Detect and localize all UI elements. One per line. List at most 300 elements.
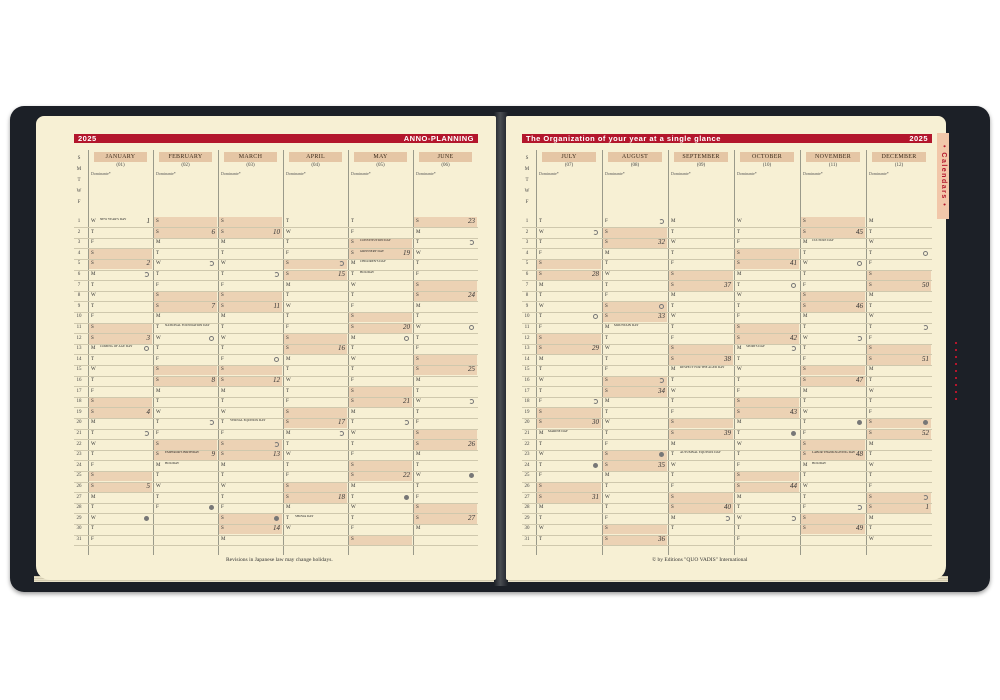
- day-cell[interactable]: [735, 418, 799, 428]
- day-cell[interactable]: [867, 312, 931, 322]
- day-cell[interactable]: [669, 312, 733, 322]
- day-cell[interactable]: [284, 493, 347, 503]
- day-cell[interactable]: [219, 270, 282, 280]
- day-cell[interactable]: [219, 355, 282, 365]
- day-cell[interactable]: [537, 493, 601, 503]
- day-cell[interactable]: [349, 524, 412, 534]
- day-cell[interactable]: [669, 323, 733, 333]
- day-cell[interactable]: [414, 355, 477, 365]
- day-cell[interactable]: [603, 514, 667, 524]
- day-cell[interactable]: [284, 440, 347, 450]
- day-cell[interactable]: [414, 312, 477, 322]
- day-cell[interactable]: [414, 461, 477, 471]
- day-cell[interactable]: [867, 228, 931, 238]
- day-cell[interactable]: [669, 281, 733, 291]
- day-cell[interactable]: [801, 302, 865, 312]
- day-cell[interactable]: [735, 291, 799, 301]
- day-cell[interactable]: [414, 228, 477, 238]
- day-cell[interactable]: [349, 323, 412, 333]
- day-cell[interactable]: [414, 270, 477, 280]
- day-cell[interactable]: [867, 514, 931, 524]
- day-cell[interactable]: [603, 387, 667, 397]
- day-cell[interactable]: [735, 270, 799, 280]
- day-cell[interactable]: [669, 259, 733, 269]
- day-cell[interactable]: [219, 535, 282, 545]
- day-cell[interactable]: [537, 365, 601, 375]
- day-cell[interactable]: [219, 302, 282, 312]
- day-cell[interactable]: [414, 323, 477, 333]
- day-cell[interactable]: [537, 387, 601, 397]
- day-cell[interactable]: [867, 482, 931, 492]
- day-cell[interactable]: [154, 238, 217, 248]
- day-cell[interactable]: [537, 397, 601, 407]
- day-cell[interactable]: [349, 249, 412, 259]
- day-cell[interactable]: [669, 429, 733, 439]
- day-cell[interactable]: [735, 503, 799, 513]
- day-cell[interactable]: [537, 376, 601, 386]
- day-cell[interactable]: [89, 217, 152, 227]
- day-cell[interactable]: [603, 312, 667, 322]
- day-cell[interactable]: [867, 259, 931, 269]
- day-cell[interactable]: [349, 302, 412, 312]
- day-cell[interactable]: [669, 365, 733, 375]
- day-cell[interactable]: [603, 461, 667, 471]
- day-cell[interactable]: [414, 418, 477, 428]
- day-cell[interactable]: [735, 408, 799, 418]
- day-cell[interactable]: [603, 291, 667, 301]
- day-cell[interactable]: [669, 493, 733, 503]
- day-cell[interactable]: [735, 376, 799, 386]
- day-cell[interactable]: [154, 217, 217, 227]
- day-cell[interactable]: [537, 217, 601, 227]
- day-cell[interactable]: [801, 387, 865, 397]
- day-cell[interactable]: [537, 418, 601, 428]
- day-cell[interactable]: [867, 334, 931, 344]
- day-cell[interactable]: [284, 312, 347, 322]
- day-cell[interactable]: [414, 503, 477, 513]
- day-cell[interactable]: [89, 450, 152, 460]
- calendars-tab[interactable]: • Calendars •: [937, 133, 949, 219]
- day-cell[interactable]: [349, 217, 412, 227]
- day-cell[interactable]: [219, 323, 282, 333]
- day-cell[interactable]: [735, 493, 799, 503]
- day-cell[interactable]: [735, 281, 799, 291]
- day-cell[interactable]: [89, 397, 152, 407]
- day-cell[interactable]: [154, 228, 217, 238]
- day-cell[interactable]: [801, 259, 865, 269]
- day-cell[interactable]: [537, 334, 601, 344]
- day-cell[interactable]: [284, 418, 347, 428]
- day-cell[interactable]: [537, 249, 601, 259]
- day-cell[interactable]: [349, 493, 412, 503]
- day-cell[interactable]: [669, 397, 733, 407]
- day-cell[interactable]: [219, 482, 282, 492]
- day-cell[interactable]: [89, 228, 152, 238]
- day-cell[interactable]: [669, 524, 733, 534]
- day-cell[interactable]: [867, 249, 931, 259]
- day-cell[interactable]: [219, 429, 282, 439]
- day-cell[interactable]: [669, 387, 733, 397]
- day-cell[interactable]: [154, 408, 217, 418]
- day-cell[interactable]: [867, 217, 931, 227]
- day-cell[interactable]: [603, 238, 667, 248]
- day-cell[interactable]: [349, 408, 412, 418]
- day-cell[interactable]: [603, 493, 667, 503]
- day-cell[interactable]: [349, 355, 412, 365]
- day-cell[interactable]: [735, 228, 799, 238]
- day-cell[interactable]: [801, 365, 865, 375]
- day-cell[interactable]: [219, 238, 282, 248]
- day-cell[interactable]: [89, 418, 152, 428]
- day-cell[interactable]: [537, 344, 601, 354]
- day-cell[interactable]: [603, 376, 667, 386]
- day-cell[interactable]: [284, 344, 347, 354]
- day-cell[interactable]: [867, 397, 931, 407]
- day-cell[interactable]: [735, 514, 799, 524]
- day-cell[interactable]: [284, 228, 347, 238]
- day-cell[interactable]: [154, 482, 217, 492]
- day-cell[interactable]: [735, 387, 799, 397]
- day-cell[interactable]: [414, 408, 477, 418]
- day-cell[interactable]: [801, 355, 865, 365]
- day-cell[interactable]: [735, 482, 799, 492]
- day-cell[interactable]: [89, 281, 152, 291]
- day-cell[interactable]: [89, 503, 152, 513]
- day-cell[interactable]: [284, 461, 347, 471]
- day-cell[interactable]: [349, 429, 412, 439]
- day-cell[interactable]: [284, 323, 347, 333]
- day-cell[interactable]: [284, 514, 347, 524]
- day-cell[interactable]: [537, 524, 601, 534]
- day-cell[interactable]: [669, 376, 733, 386]
- day-cell[interactable]: [349, 344, 412, 354]
- day-cell[interactable]: [284, 259, 347, 269]
- day-cell[interactable]: [154, 344, 217, 354]
- day-cell[interactable]: [735, 238, 799, 248]
- day-cell[interactable]: [801, 312, 865, 322]
- day-cell[interactable]: [89, 408, 152, 418]
- day-cell[interactable]: [219, 228, 282, 238]
- day-cell[interactable]: [349, 281, 412, 291]
- day-cell[interactable]: [89, 249, 152, 259]
- day-cell[interactable]: [154, 302, 217, 312]
- day-cell[interactable]: [735, 461, 799, 471]
- day-cell[interactable]: [154, 312, 217, 322]
- day-cell[interactable]: [219, 365, 282, 375]
- day-cell[interactable]: [414, 344, 477, 354]
- day-cell[interactable]: [154, 429, 217, 439]
- day-cell[interactable]: [219, 387, 282, 397]
- day-cell[interactable]: [537, 355, 601, 365]
- day-cell[interactable]: [154, 397, 217, 407]
- day-cell[interactable]: [669, 355, 733, 365]
- day-cell[interactable]: [89, 365, 152, 375]
- day-cell[interactable]: [349, 312, 412, 322]
- day-cell[interactable]: [669, 302, 733, 312]
- day-cell[interactable]: [89, 291, 152, 301]
- day-cell[interactable]: [219, 259, 282, 269]
- day-cell[interactable]: [414, 514, 477, 524]
- day-cell[interactable]: [603, 228, 667, 238]
- day-cell[interactable]: [735, 302, 799, 312]
- day-cell[interactable]: [867, 281, 931, 291]
- day-cell[interactable]: [414, 334, 477, 344]
- day-cell[interactable]: [219, 493, 282, 503]
- day-cell[interactable]: [801, 217, 865, 227]
- day-cell[interactable]: [801, 397, 865, 407]
- day-cell[interactable]: [537, 503, 601, 513]
- day-cell[interactable]: [284, 355, 347, 365]
- day-cell[interactable]: [349, 259, 412, 269]
- day-cell[interactable]: [89, 461, 152, 471]
- day-cell[interactable]: [867, 355, 931, 365]
- day-cell[interactable]: [154, 334, 217, 344]
- day-cell[interactable]: [349, 387, 412, 397]
- day-cell[interactable]: [349, 482, 412, 492]
- day-cell[interactable]: [867, 450, 931, 460]
- day-cell[interactable]: [89, 259, 152, 269]
- day-cell[interactable]: [735, 323, 799, 333]
- day-cell[interactable]: [801, 238, 865, 248]
- day-cell[interactable]: [735, 355, 799, 365]
- day-cell[interactable]: [735, 471, 799, 481]
- day-cell[interactable]: [89, 323, 152, 333]
- day-cell[interactable]: [735, 450, 799, 460]
- day-cell[interactable]: [89, 429, 152, 439]
- day-cell[interactable]: [867, 302, 931, 312]
- day-cell[interactable]: [801, 503, 865, 513]
- day-cell[interactable]: [414, 493, 477, 503]
- day-cell[interactable]: [154, 365, 217, 375]
- day-cell[interactable]: [219, 524, 282, 534]
- day-cell[interactable]: [735, 217, 799, 227]
- day-cell[interactable]: [735, 334, 799, 344]
- day-cell[interactable]: [867, 238, 931, 248]
- day-cell[interactable]: [669, 217, 733, 227]
- day-cell[interactable]: [284, 450, 347, 460]
- day-cell[interactable]: [669, 514, 733, 524]
- day-cell[interactable]: [867, 429, 931, 439]
- day-cell[interactable]: [735, 344, 799, 354]
- day-cell[interactable]: [735, 440, 799, 450]
- day-cell[interactable]: [537, 482, 601, 492]
- day-cell[interactable]: [603, 524, 667, 534]
- day-cell[interactable]: [284, 429, 347, 439]
- day-cell[interactable]: [603, 355, 667, 365]
- day-cell[interactable]: [284, 270, 347, 280]
- day-cell[interactable]: [867, 270, 931, 280]
- day-cell[interactable]: [867, 291, 931, 301]
- day-cell[interactable]: [603, 334, 667, 344]
- day-cell[interactable]: [603, 450, 667, 460]
- day-cell[interactable]: [219, 514, 282, 524]
- day-cell[interactable]: [349, 270, 412, 280]
- day-cell[interactable]: [801, 334, 865, 344]
- day-cell[interactable]: [735, 259, 799, 269]
- day-cell[interactable]: [801, 228, 865, 238]
- day-cell[interactable]: [349, 334, 412, 344]
- day-cell[interactable]: [414, 376, 477, 386]
- day-cell[interactable]: [735, 397, 799, 407]
- day-cell[interactable]: [154, 323, 217, 333]
- day-cell[interactable]: [89, 482, 152, 492]
- day-cell[interactable]: [284, 408, 347, 418]
- day-cell[interactable]: [669, 238, 733, 248]
- day-cell[interactable]: [603, 440, 667, 450]
- day-cell[interactable]: [284, 217, 347, 227]
- day-cell[interactable]: [867, 365, 931, 375]
- day-cell[interactable]: [349, 471, 412, 481]
- day-cell[interactable]: [284, 281, 347, 291]
- day-cell[interactable]: [801, 524, 865, 534]
- day-cell[interactable]: [414, 482, 477, 492]
- day-cell[interactable]: [154, 471, 217, 481]
- day-cell[interactable]: [537, 408, 601, 418]
- day-cell[interactable]: [89, 387, 152, 397]
- day-cell[interactable]: [89, 514, 152, 524]
- day-cell[interactable]: [154, 291, 217, 301]
- day-cell[interactable]: [537, 302, 601, 312]
- day-cell[interactable]: [284, 302, 347, 312]
- day-cell[interactable]: [219, 440, 282, 450]
- day-cell[interactable]: [801, 440, 865, 450]
- day-cell[interactable]: [801, 291, 865, 301]
- day-cell[interactable]: [349, 397, 412, 407]
- day-cell[interactable]: [154, 450, 217, 460]
- day-cell[interactable]: [801, 493, 865, 503]
- day-cell[interactable]: [219, 503, 282, 513]
- day-cell[interactable]: [154, 270, 217, 280]
- day-cell[interactable]: [735, 524, 799, 534]
- day-cell[interactable]: [735, 535, 799, 545]
- day-cell[interactable]: [414, 291, 477, 301]
- day-cell[interactable]: [89, 334, 152, 344]
- day-cell[interactable]: [603, 397, 667, 407]
- day-cell[interactable]: [414, 365, 477, 375]
- day-cell[interactable]: [219, 397, 282, 407]
- day-cell[interactable]: [349, 535, 412, 545]
- day-cell[interactable]: [603, 281, 667, 291]
- day-cell[interactable]: [603, 217, 667, 227]
- day-cell[interactable]: [414, 302, 477, 312]
- day-cell[interactable]: [801, 408, 865, 418]
- day-cell[interactable]: [284, 291, 347, 301]
- day-cell[interactable]: [89, 344, 152, 354]
- day-cell[interactable]: [669, 334, 733, 344]
- day-cell[interactable]: [801, 344, 865, 354]
- day-cell[interactable]: [414, 238, 477, 248]
- day-cell[interactable]: [284, 524, 347, 534]
- day-cell[interactable]: [735, 429, 799, 439]
- day-cell[interactable]: [867, 376, 931, 386]
- day-cell[interactable]: [801, 429, 865, 439]
- day-cell[interactable]: [89, 524, 152, 534]
- day-cell[interactable]: [414, 440, 477, 450]
- day-cell[interactable]: [735, 312, 799, 322]
- day-cell[interactable]: [349, 291, 412, 301]
- day-cell[interactable]: [801, 514, 865, 524]
- day-cell[interactable]: [89, 471, 152, 481]
- day-cell[interactable]: [603, 471, 667, 481]
- day-cell[interactable]: [669, 344, 733, 354]
- day-cell[interactable]: [537, 429, 601, 439]
- day-cell[interactable]: [219, 312, 282, 322]
- day-cell[interactable]: [284, 482, 347, 492]
- day-cell[interactable]: [414, 397, 477, 407]
- day-cell[interactable]: [219, 376, 282, 386]
- day-cell[interactable]: [219, 291, 282, 301]
- day-cell[interactable]: [867, 524, 931, 534]
- day-cell[interactable]: [669, 270, 733, 280]
- day-cell[interactable]: [219, 344, 282, 354]
- day-cell[interactable]: [867, 535, 931, 545]
- day-cell[interactable]: [867, 493, 931, 503]
- day-cell[interactable]: [801, 418, 865, 428]
- day-cell[interactable]: [669, 471, 733, 481]
- day-cell[interactable]: [537, 238, 601, 248]
- day-cell[interactable]: [349, 418, 412, 428]
- day-cell[interactable]: [537, 450, 601, 460]
- day-cell[interactable]: [349, 514, 412, 524]
- day-cell[interactable]: [669, 503, 733, 513]
- day-cell[interactable]: [867, 344, 931, 354]
- day-cell[interactable]: [89, 238, 152, 248]
- day-cell[interactable]: [219, 249, 282, 259]
- day-cell[interactable]: [154, 281, 217, 291]
- day-cell[interactable]: [867, 471, 931, 481]
- day-cell[interactable]: [537, 471, 601, 481]
- day-cell[interactable]: [349, 503, 412, 513]
- day-cell[interactable]: [89, 376, 152, 386]
- day-cell[interactable]: [414, 217, 477, 227]
- day-cell[interactable]: [867, 418, 931, 428]
- day-cell[interactable]: [669, 249, 733, 259]
- day-cell[interactable]: [284, 397, 347, 407]
- day-cell[interactable]: [349, 365, 412, 375]
- day-cell[interactable]: [349, 238, 412, 248]
- day-cell[interactable]: [867, 440, 931, 450]
- day-cell[interactable]: [89, 355, 152, 365]
- day-cell[interactable]: [801, 323, 865, 333]
- day-cell[interactable]: [284, 376, 347, 386]
- day-cell[interactable]: [867, 408, 931, 418]
- day-cell[interactable]: [867, 461, 931, 471]
- day-cell[interactable]: [219, 408, 282, 418]
- day-cell[interactable]: [537, 281, 601, 291]
- day-cell[interactable]: [89, 312, 152, 322]
- day-cell[interactable]: [349, 440, 412, 450]
- day-cell[interactable]: [219, 334, 282, 344]
- day-cell[interactable]: [669, 440, 733, 450]
- day-cell[interactable]: [154, 376, 217, 386]
- day-cell[interactable]: [867, 387, 931, 397]
- day-cell[interactable]: [603, 482, 667, 492]
- day-cell[interactable]: [603, 259, 667, 269]
- day-cell[interactable]: [537, 514, 601, 524]
- day-cell[interactable]: [801, 450, 865, 460]
- day-cell[interactable]: [154, 440, 217, 450]
- day-cell[interactable]: [603, 365, 667, 375]
- day-cell[interactable]: [414, 471, 477, 481]
- day-cell[interactable]: [603, 249, 667, 259]
- day-cell[interactable]: [154, 355, 217, 365]
- day-cell[interactable]: [284, 365, 347, 375]
- day-cell[interactable]: [603, 429, 667, 439]
- day-cell[interactable]: [669, 450, 733, 460]
- day-cell[interactable]: [603, 535, 667, 545]
- day-cell[interactable]: [89, 535, 152, 545]
- day-cell[interactable]: [537, 461, 601, 471]
